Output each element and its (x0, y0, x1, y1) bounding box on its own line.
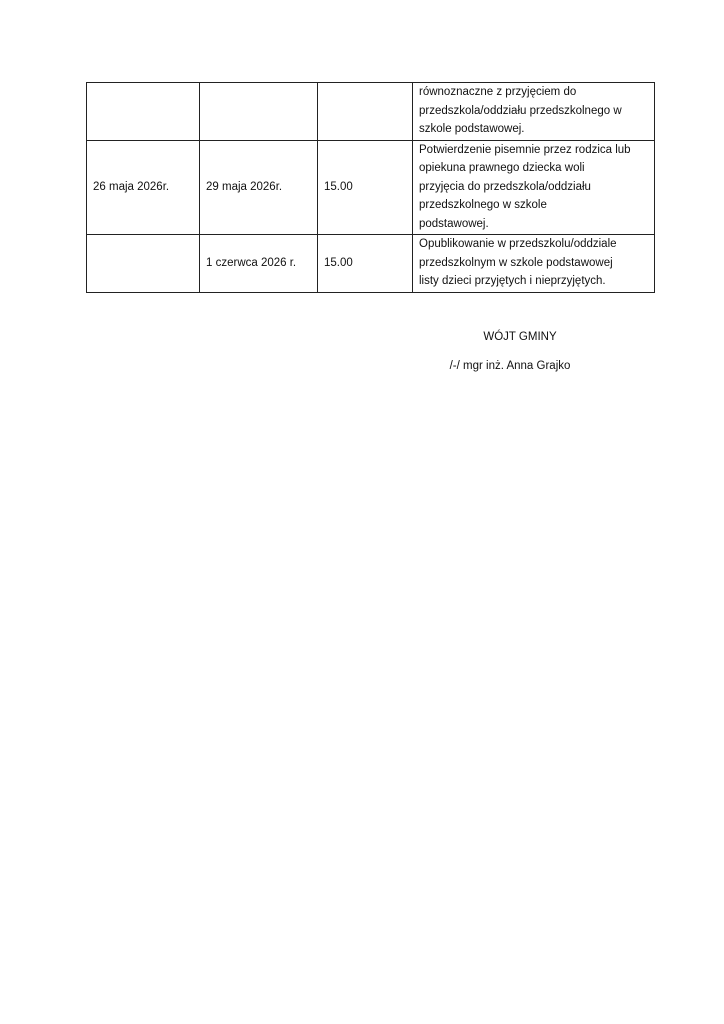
start-date-cell (87, 83, 200, 141)
description-line: przedszkolnym w szkole podstawowej (419, 256, 613, 269)
table-row (87, 140, 655, 235)
description-line: przyjęcia do przedszkola/oddziału (419, 180, 591, 193)
signatory-title: WÓJT GMINY (483, 331, 557, 343)
end-date-cell (200, 83, 318, 141)
description-line: przedszkolnego w szkole (419, 199, 547, 211)
start-date-cell: 26 maja 2026r. (87, 140, 200, 235)
description-line: szkole podstawowej. (419, 123, 525, 135)
time-cell: 15.00 (318, 140, 413, 235)
end-date-cell: 29 maja 2026r. (200, 140, 318, 235)
description-line: równoznaczne z przyjęciem do (419, 86, 577, 98)
time-cell (318, 83, 413, 141)
start-date-cell (87, 235, 200, 293)
table-row (87, 83, 655, 141)
end-date-cell: 1 czerwca 2026 r. (200, 235, 318, 293)
description-line: listy dzieci przyjętych i nieprzyjętych. (419, 275, 606, 287)
time-cell: 15.00 (318, 235, 413, 293)
table-row (87, 235, 655, 293)
description-line: przedszkola/oddziału przedszkolnego w (419, 104, 622, 117)
description-cell (413, 83, 655, 141)
description-line: podstawowej. (419, 217, 489, 230)
signatory-name: /-/ mgr inż. Anna Grajko (449, 360, 571, 372)
description-line: opiekuna prawnego dziecka woli (419, 162, 585, 174)
recruitment-schedule-table (86, 82, 655, 293)
description-cell (413, 140, 655, 235)
description-line: Potwierdzenie pisemnie przez rodzica lub (419, 143, 631, 156)
description-line: Opublikowanie w przedszkolu/oddziale (419, 238, 617, 250)
description-cell (413, 235, 655, 293)
